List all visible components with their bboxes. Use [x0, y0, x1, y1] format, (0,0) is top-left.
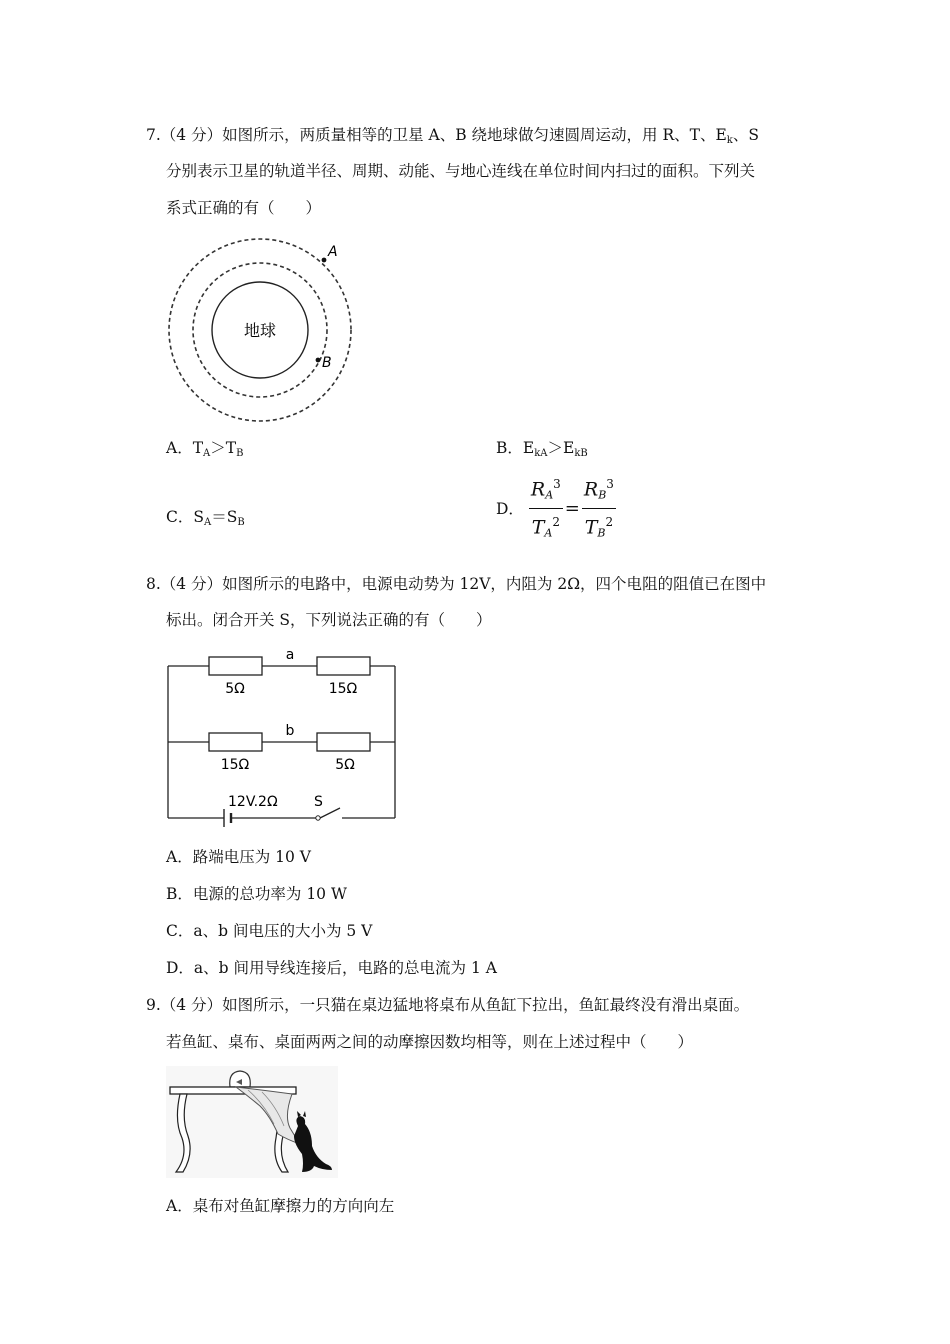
- resistor-5ohm-bottom: [317, 733, 370, 751]
- r1-label: 5Ω: [225, 681, 245, 697]
- orbit-diagram: [160, 226, 360, 426]
- fish-tank: [230, 1071, 251, 1087]
- satellite-a-dot: [322, 258, 327, 263]
- q7-option-b[interactable]: B．$E_{kA}>E_{kB}$: [496, 439, 588, 459]
- q8-option-a[interactable]: A．路端电压为 10 V: [166, 848, 311, 866]
- fraction-ra3-ta2: $\frac{R_A^3}{T_A^2}$: [529, 474, 563, 544]
- switch-label: S: [314, 794, 323, 810]
- resistor-15ohm-bottom: [209, 733, 262, 751]
- q8-option-b[interactable]: B．电源的总功率为 10 W: [166, 885, 347, 903]
- switch-contact: [316, 816, 320, 820]
- q7-option-c[interactable]: C．$S_A=S_B$: [166, 508, 245, 528]
- node-b-label: b: [285, 723, 295, 739]
- q8-option-c[interactable]: C．a、b 间电压的大小为 5 V: [166, 922, 373, 940]
- q8-stem-line2: 标出。闭合开关 S，下列说法正确的有（ ）: [166, 611, 492, 629]
- node-a-label: a: [285, 647, 295, 663]
- q7-stem-line3: 系式正确的有（ ）: [166, 199, 322, 217]
- switch-blade: [320, 808, 340, 818]
- satellite-a-label: A: [328, 244, 338, 260]
- source-label: 12V.2Ω: [228, 794, 278, 810]
- r4-label: 5Ω: [335, 757, 355, 773]
- q9-stem-line1: 9.（4 分）如图所示，一只猫在桌边猛地将桌布从鱼缸下拉出，鱼缸最终没有滑出桌面。: [146, 996, 750, 1014]
- q7-stem-line1: 7.（4 分）如图所示，两质量相等的卫星 A、B 绕地球做匀速圆周运动，用 R、T、$E_k$、S: [146, 126, 759, 146]
- earth-label: 地球: [243, 321, 277, 340]
- satellite-b-dot: [316, 358, 321, 363]
- cat-tablecloth-picture: [166, 1066, 338, 1178]
- q7-option-a[interactable]: A．$T_A>T_B$: [166, 439, 244, 459]
- q9-option-a[interactable]: A．桌布对鱼缸摩擦力的方向向左: [166, 1197, 395, 1215]
- circuit-diagram: [164, 642, 404, 832]
- q9-stem-line2: 若鱼缸、桌布、桌面两两之间的动摩擦因数均相等，则在上述过程中（ ）: [166, 1033, 694, 1051]
- resistor-5ohm-top: [209, 657, 262, 675]
- fraction-rb3-tb2: $\frac{R_B^3}{T_B^2}$: [582, 474, 616, 544]
- resistor-15ohm-top: [317, 657, 370, 675]
- q8-stem-line1: 8.（4 分）如图所示的电路中，电源电动势为 12V，内阻为 2Ω，四个电阻的阻值已在图中: [146, 575, 767, 593]
- satellite-b-label: B: [322, 355, 332, 371]
- q7-stem-line2: 分别表示卫星的轨道半径、周期、动能、与地心连线在单位时间内扫过的面积。下列关: [166, 162, 756, 180]
- q7-option-d[interactable]: D． $\frac{R_A^3}{T_A^2}$ = $\frac{R_B^3}{T_B^2}$: [496, 474, 616, 544]
- r3-label: 15Ω: [220, 757, 250, 773]
- q8-option-d[interactable]: D．a、b 间用导线连接后，电路的总电流为 1 A: [166, 959, 497, 977]
- r2-label: 15Ω: [328, 681, 358, 697]
